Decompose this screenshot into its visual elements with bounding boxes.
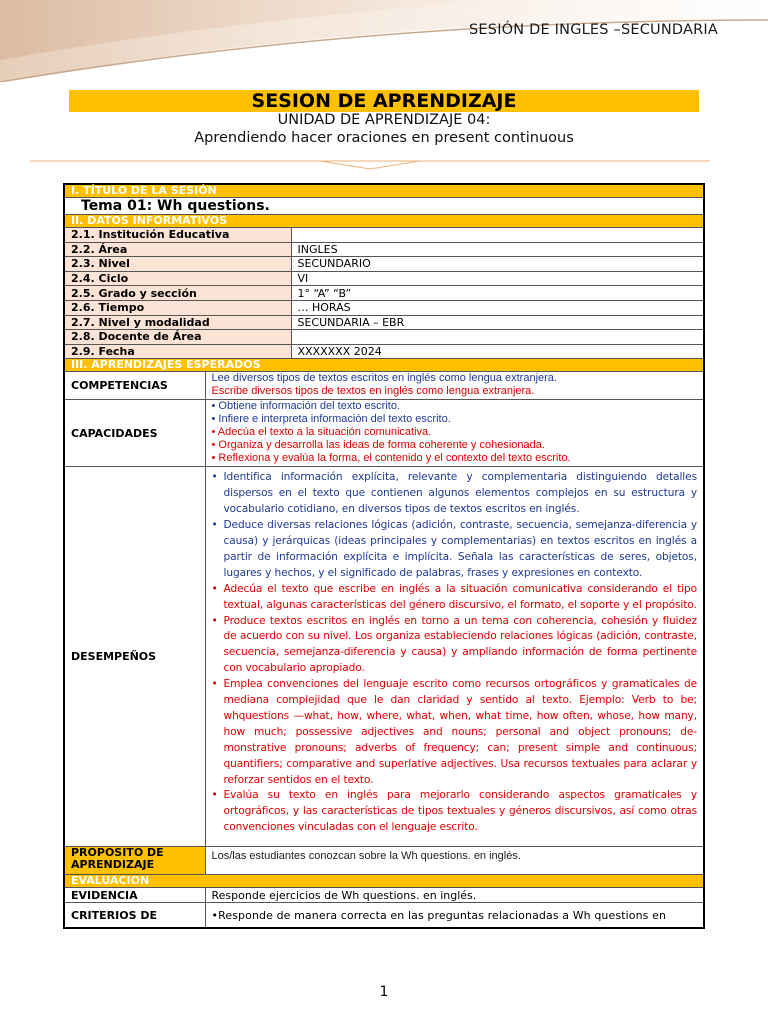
info-label: 2.9. Fecha (64, 344, 291, 359)
header-title: SESIÓN DE INGLES –SECUNDARIA (469, 22, 718, 38)
page-header (0, 0, 768, 82)
decorative-divider (30, 156, 710, 170)
capacidad-item: • Adecúa el texto a la situación comunicativa. (211, 426, 432, 439)
desempenos-list (205, 467, 704, 847)
proposito-value: Los/las estudiantes conozcan sobre la Wh questions. en inglés. (205, 847, 704, 875)
competencias-list (205, 372, 704, 400)
evidencia-value: Responde ejercicios de Wh questions. en inglés. (205, 888, 704, 903)
info-label: 2.6. Tiempo (64, 300, 291, 315)
header-swoosh-graphic (0, 0, 768, 82)
document-title: SESION DE APRENDIZAJE (69, 90, 699, 112)
unit-label: UNIDAD DE APRENDIZAJE 04: (277, 112, 491, 128)
criterios-label: CRITERIOS DE (64, 903, 205, 928)
info-label: 2.7. Nivel y modalidad (64, 315, 291, 330)
info-label: 2.4. Ciclo (64, 271, 291, 286)
session-topic: Tema 01: Wh questions. (64, 198, 704, 215)
desempeno-item: • Emplea convenciones del lenguaje escrito como recursos ortográficos y gramaticales de mediana complejidad que le dan claridad y sentido al texto. Ejemplo: Verb to be; whquestions —what, how, where, what, when, what time, how often, whose, how many, how much; possessive adjectives and nouns; personal and object pronouns; de-monstrative pronouns; adverbs of frequency; can; present simple and continuous; quantifiers; comparative and superlative adjectives. Usa recursos textuales para aclarar y reforzar sentidos en el texto. (212, 677, 698, 788)
desempeno-item: • Identifica información explícita, relevante y complementaria distinguiendo detalles dispersos en el texto que contienen algunos elementos complejos en su estructura y vocabulario cotidiano, en diversos tipos de textos escritos en inglés. (212, 470, 698, 518)
capacidades-list (205, 400, 704, 467)
info-value: VI (291, 271, 704, 286)
criterios-value: •Responde de manera correcta en las preguntas relacionadas a Wh questions en (205, 903, 704, 928)
info-value (291, 330, 704, 345)
page-number: 1 (379, 984, 389, 1000)
section-title-header: I. TÍTULO DE LA SESIÓN (64, 184, 704, 198)
desempeno-item: • Adecúa el texto que escribe en inglés a la situación comunicativa considerando el tipo textual, algunas características del género discursivo, el formato, el soporte y el propósito. (212, 582, 698, 614)
competencias-label: COMPETENCIAS (64, 372, 205, 400)
info-label: 2.3. Nivel (64, 257, 291, 272)
desempeno-item: • Evalúa su texto en inglés para mejorarlo considerando aspectos gramaticales y ortográficos, y las características de tipos textuales y géneros discursivos, así como otras convenciones vinculadas con el lenguaje escrito. (212, 788, 698, 836)
info-value: SECUNDARIO (291, 257, 704, 272)
evidencia-label: EVIDENCIA (64, 888, 205, 903)
info-value: INGLES (291, 242, 704, 257)
info-value: 1° “A” “B” (291, 286, 704, 301)
capacidad-item: • Infiere e interpreta información del texto escrito. (211, 413, 451, 426)
info-label: 2.5. Grado y sección (64, 286, 291, 301)
info-value: XXXXXXX 2024 (291, 344, 704, 359)
info-value (291, 228, 704, 243)
competencia-item: Escribe diversos tipos de textos en inglés como lengua extranjera. (211, 385, 535, 398)
unit-subtitle: Aprendiendo hacer oraciones en present continuous (194, 130, 574, 146)
desempenos-label: DESEMPEÑOS (64, 467, 205, 847)
proposito-label: PROPOSITO DE APRENDIZAJE (64, 847, 205, 875)
info-label: 2.1. Institución Educativa (64, 228, 291, 243)
section-evaluation-header: EVALUACION (64, 875, 704, 888)
capacidades-label: CAPACIDADES (64, 400, 205, 467)
desempeno-item: • Produce textos escritos en inglés en torno a un tema con coherencia, cohesión y fluidez de acuerdo con su nivel. Los organiza estableciendo relaciones lógicas (adición, contraste, secuencia, semejanza-diferencia y causa) y ampliando información de forma pertinente con vocabulario apropiado. (212, 614, 698, 678)
info-value: … HORAS (291, 300, 704, 315)
section-learning-header: III. APRENDIZAJES ESPERADOS (64, 359, 704, 372)
info-label: 2.2. Área (64, 242, 291, 257)
capacidad-item: • Obtiene información del texto escrito. (211, 400, 400, 413)
desempeno-item: • Deduce diversas relaciones lógicas (adición, contraste, secuencia, semejanza-diferencia y causa) y jerárquicas (ideas principales y complementarias) en textos escritos en inglés a partir de información explícita e implícita. Señala las características de seres, objetos, lugares y hechos, y el significado de palabras, frases y expresiones en contexto. (212, 518, 698, 582)
info-label: 2.8. Docente de Área (64, 330, 291, 345)
capacidad-item: • Organiza y desarrolla las ideas de forma coherente y cohesionada. (211, 439, 545, 452)
capacidad-item: • Reflexiona y evalúa la forma, el contenido y el contexto del texto escrito. (211, 452, 571, 465)
section-data-header: II. DATOS INFORMATIVOS (64, 215, 704, 228)
competencia-item: Lee diversos tipos de textos escritos en inglés como lengua extranjera. (211, 372, 557, 385)
info-value: SECUNDARIA – EBR (291, 315, 704, 330)
session-table (63, 183, 705, 929)
